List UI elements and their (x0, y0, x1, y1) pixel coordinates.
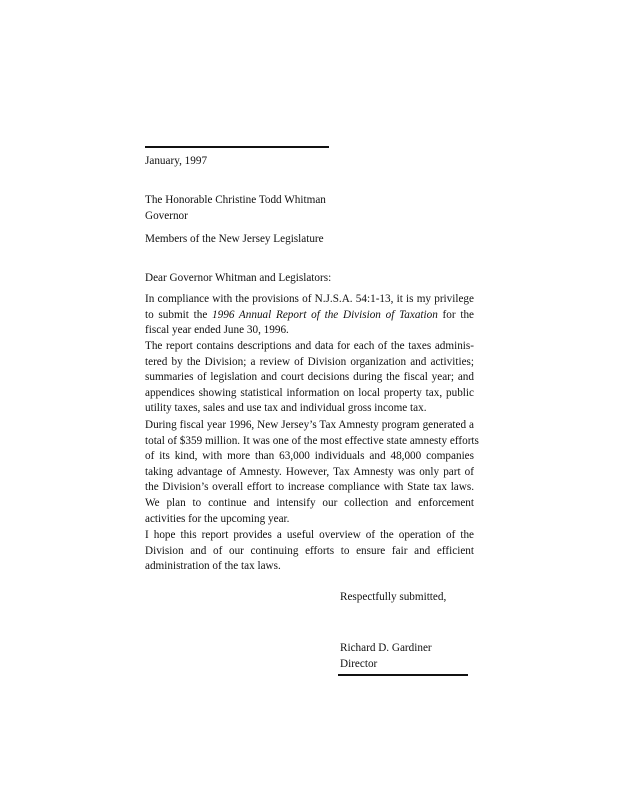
paragraph-line: tered by the Division; a review of Division organization and activities; (145, 355, 474, 368)
closing-text: Respectfully submitted, (340, 591, 447, 603)
recipient-title: Governor (145, 209, 188, 222)
paragraph-line: utility taxes, sales and use tax and individual gross income tax. (145, 402, 427, 415)
paragraph-contents (145, 339, 474, 417)
paragraph-line: taking advantage of Amnesty. However, Tax Amnesty was only part of (145, 465, 474, 478)
letter-date (145, 154, 475, 170)
paragraph-line: total of $359 million. It was one of the most effective state amnesty efforts (145, 434, 479, 447)
bottom-rule (338, 674, 468, 676)
text-run: for the (437, 308, 475, 321)
signer-title: Director (340, 657, 378, 670)
paragraph-amnesty (145, 418, 479, 527)
members-text: Members of the New Jersey Legislature (145, 233, 324, 245)
closing (340, 590, 446, 606)
paragraph-compliance (145, 292, 474, 339)
paragraph-line: fiscal year ended June 30, 1996. (145, 324, 289, 337)
report-title-italic: 1996 Annual Report of the Division of Taxation (212, 308, 438, 321)
paragraph-line: We plan to continue and intensify our collection and enforcement (145, 496, 474, 509)
salutation (145, 271, 475, 287)
date-text: January, 1997 (145, 155, 208, 167)
paragraph-line: appendices showing statistical information on local property tax, public (145, 386, 474, 399)
paragraph-line: Division and of our continuing efforts to ensure fair and efficient (145, 544, 474, 557)
paragraph-line: The report contains descriptions and data for each of the taxes adminis- (145, 340, 474, 352)
paragraph-line: summaries of legislation and court decisions during the fiscal year; and (145, 371, 474, 384)
paragraph-line: administration of the tax laws. (145, 560, 281, 573)
paragraph-line: activities for the upcoming year. (145, 512, 290, 525)
paragraph-line: of its kind, with more than 63,000 individuals and 48,000 companies (145, 450, 474, 463)
paragraph-line: In compliance with the provisions of N.J.S.A. 54:1-13, it is my privilege (145, 293, 474, 305)
salutation-text: Dear Governor Whitman and Legislators: (145, 272, 332, 284)
paragraph-closing-remarks (145, 528, 474, 575)
paragraph-line (145, 308, 474, 324)
paragraph-line: the Division’s overall effort to increase compliance with State tax laws. (145, 481, 474, 494)
top-rule (145, 146, 329, 148)
signature-block (340, 641, 432, 672)
paragraph-line: I hope this report provides a useful overview of the operation of the (145, 529, 474, 541)
recipient-block (145, 193, 475, 224)
signer-name: Richard D. Gardiner (340, 642, 432, 654)
text-run: to submit the (145, 308, 213, 321)
recipient-name: The Honorable Christine Todd Whitman (145, 194, 326, 206)
recipient-members (145, 232, 475, 248)
paragraph-line: During fiscal year 1996, New Jersey’s Tax Amnesty program generated a (145, 419, 474, 431)
